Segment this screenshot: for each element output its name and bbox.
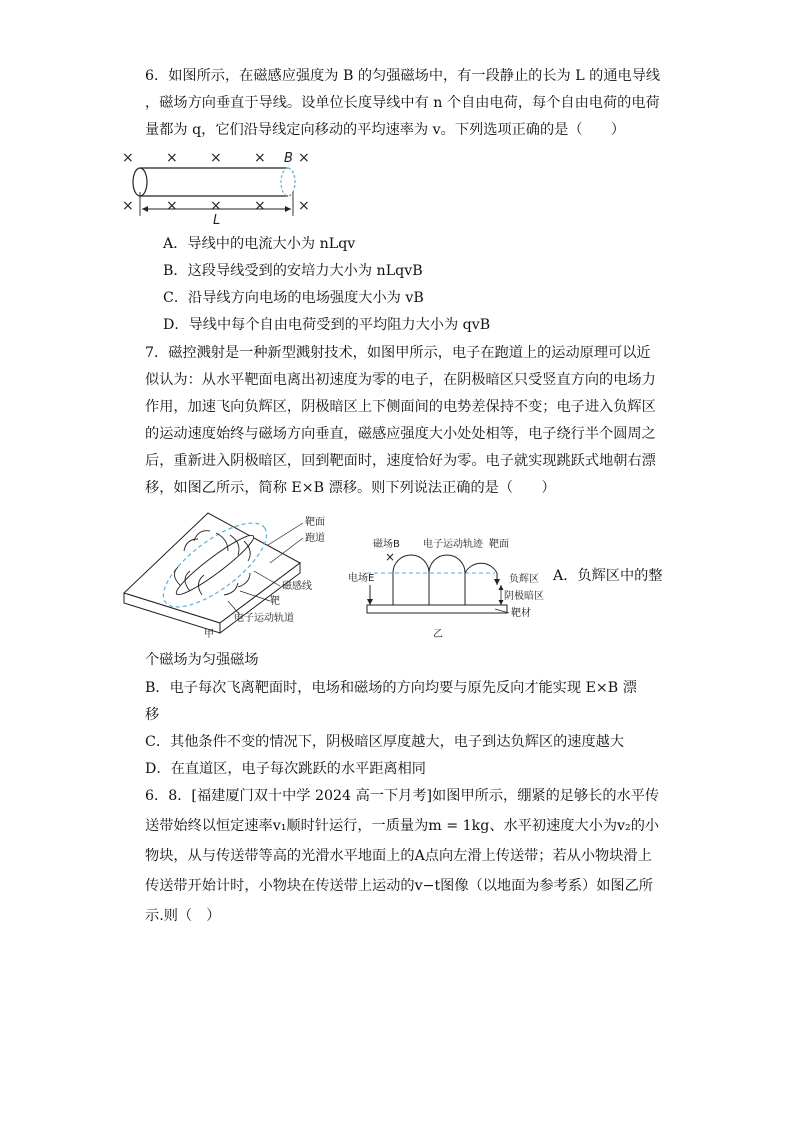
q7-line-3: 作用，加速飞向负辉区，阴极暗区上下侧面间的电势差保持不变；电子进入负辉区 bbox=[145, 399, 656, 415]
label-field-lines: 磁感线 bbox=[282, 581, 312, 592]
q8-line-5: 示.则（ ） bbox=[145, 908, 221, 924]
caption-yi: 乙 bbox=[433, 629, 443, 640]
label-target-surface: 靶面 bbox=[489, 539, 509, 550]
cross-mark: × bbox=[254, 150, 266, 166]
label-L: L bbox=[213, 213, 221, 228]
q7-figure-jia bbox=[120, 505, 335, 640]
label-target-material: 靶材 bbox=[511, 608, 531, 619]
cross-mark: × bbox=[254, 198, 266, 214]
label-target-surface: 靶面 bbox=[305, 517, 325, 528]
cross-mark: × bbox=[122, 150, 134, 166]
q7-option-c: C．其他条件不变的情况下，阴极暗区厚度越大，电子到达负辉区的速度越大 bbox=[145, 734, 625, 750]
cross-mark: × bbox=[122, 198, 134, 214]
cross-mark: × bbox=[166, 198, 178, 214]
q6-line-2: ，磁场方向垂直于导线。设单位长度导线中有 n 个自由电荷，每个自由电荷的电荷 bbox=[145, 95, 660, 111]
q7-option-a-cont: 个磁场为匀强磁场 bbox=[145, 652, 259, 668]
label-cathode-dark: 阴极暗区 bbox=[504, 591, 544, 602]
q6-option-c: C．沿导线方向电场的电场强度大小为 vB bbox=[163, 290, 424, 306]
caption-jia: 甲 bbox=[204, 629, 214, 640]
label-target: 靶 bbox=[270, 596, 280, 607]
q8-line-4: 传送带开始计时，小物块在传送带上运动的v−t图像（以地面为参考系）如图乙所 bbox=[145, 878, 653, 894]
q8-line-1: 6．8．[福建厦门双十中学 2024 高一下月考]如图甲所示，绷紧的足够长的水平传 bbox=[145, 788, 660, 804]
q7-figure-yi bbox=[345, 505, 545, 640]
q6-line-1: 6．如图所示，在磁感应强度为 B 的匀强磁场中，有一段静止的长为 L 的通电导线 bbox=[145, 68, 661, 84]
label-magnetic-field: 磁场B bbox=[373, 539, 400, 550]
q6-wire-figure bbox=[118, 148, 318, 230]
q7-line-2: 似认为：从水平靶面电离出初速度为零的电子，在阴极暗区只受竖直方向的电场力 bbox=[145, 372, 656, 388]
cross-mark: × bbox=[298, 198, 310, 214]
q8-line-2: 送带始终以恒定速率v₁顺时针运行，一质量为m = 1kg、水平初速度大小为v₂的小 bbox=[145, 818, 660, 834]
cross-mark: × bbox=[210, 198, 222, 214]
cross-mark: × bbox=[210, 150, 222, 166]
q6-line-3: 量都为 q，它们沿导线定向移动的平均速率为 v。下列选项正确的是（ ） bbox=[145, 122, 626, 138]
q7-option-d: D．在直道区，电子每次跳跃的水平距离相同 bbox=[145, 761, 426, 777]
q7-line-4: 的运动速度始终与磁场方向垂直，磁感应强度大小处处相等，电子绕行半个圆周之 bbox=[145, 426, 656, 442]
label-negative-glow: 负辉区 bbox=[509, 574, 539, 585]
cross-mark: × bbox=[166, 150, 178, 166]
q6-option-d: D．导线中每个自由电荷受到的平均阻力大小为 qvB bbox=[163, 317, 491, 333]
q8-line-3: 物块，从与传送带等高的光滑水平地面上的A点向左滑上传送带；若从小物块滑上 bbox=[145, 848, 652, 864]
q7-line-6: 移，如图乙所示，简称 E×B 漂移。则下列说法正确的是（ ） bbox=[145, 480, 556, 496]
q7-option-b-cont: 移 bbox=[145, 707, 160, 723]
cross-mark: × bbox=[385, 550, 396, 564]
q6-option-a: A．导线中的电流大小为 nLqv bbox=[163, 236, 356, 252]
q7-option-b: B．电子每次飞离靶面时，电场和磁场的方向均要与原先反向才能实现 E×B 漂 bbox=[145, 680, 637, 696]
label-electric-field: 电场E bbox=[348, 573, 375, 584]
label-electron-orbit: 电子运动轨道 bbox=[234, 613, 294, 624]
q7-option-a: A．负辉区中的整 bbox=[553, 568, 663, 584]
label-B: B bbox=[284, 151, 293, 166]
label-electron-trajectory: 电子运动轨迹 bbox=[423, 539, 483, 550]
q6-option-b: B．这段导线受到的安培力大小为 nLqvB bbox=[163, 263, 423, 279]
q7-line-5: 后，重新进入阴极暗区，回到靶面时，速度恰好为零。电子就实现跳跃式地朝右漂 bbox=[145, 453, 656, 469]
cross-mark: × bbox=[298, 150, 310, 166]
q7-line-1: 7．磁控溅射是一种新型溅射技术，如图甲所示，电子在跑道上的运动原理可以近 bbox=[145, 345, 651, 361]
label-track: 跑道 bbox=[305, 533, 325, 544]
